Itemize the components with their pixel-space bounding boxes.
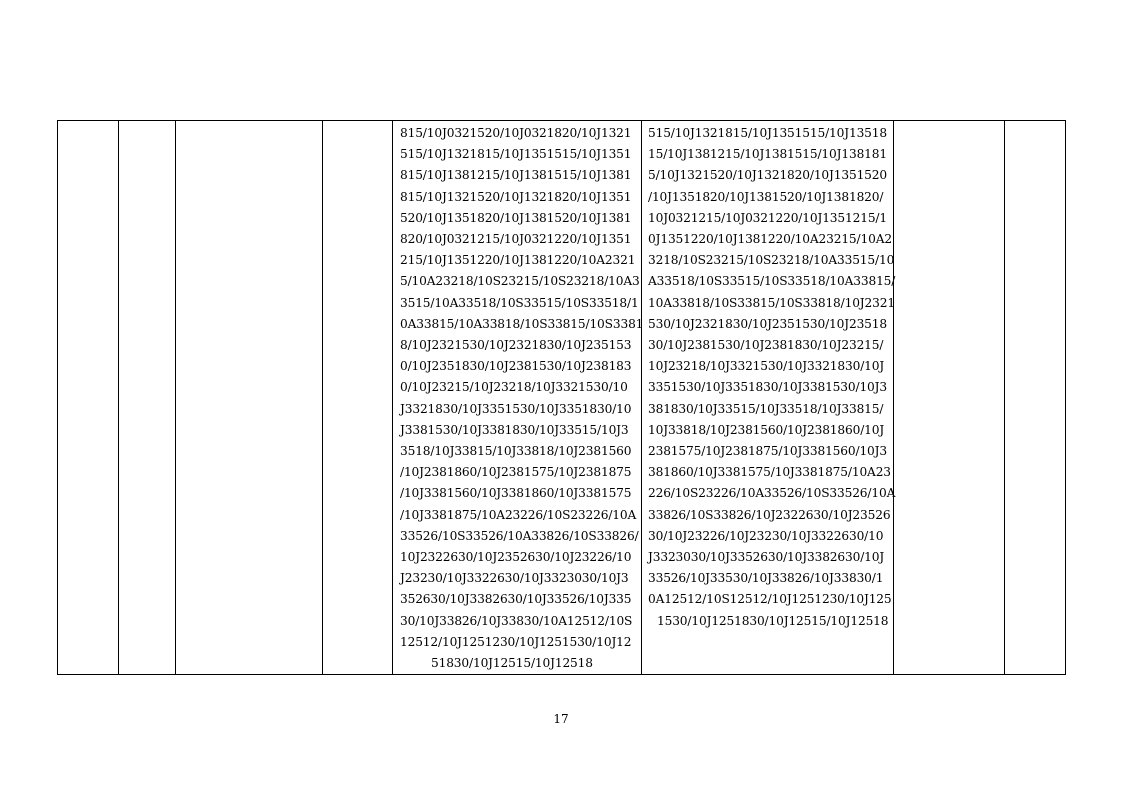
text-line: 0A33815/10A33818/10S33815/10S3381: [400, 316, 644, 331]
text-line: 520/10J1351820/10J1381520/10J1381: [400, 210, 632, 225]
table-cell-col4: [323, 121, 393, 675]
model-list-text-2: [642, 121, 896, 632]
table-cell-col1: [58, 121, 119, 675]
table-cell-model-list-2: [642, 121, 894, 675]
text-line: 5/10J1321520/10J1321820/10J1351520: [648, 168, 887, 183]
text-line: 15/10J1381215/10J1381515/10J138181: [648, 147, 887, 162]
text-line: 215/10J1351220/10J1381220/10A2321: [400, 253, 636, 268]
text-line: J3381530/10J3381830/10J33515/10J3: [400, 422, 629, 437]
text-line: 10J2322630/10J2352630/10J23226/10: [400, 550, 632, 565]
text-line: 33526/10S33526/10A33826/10S33826/: [400, 528, 639, 543]
text-line: 3515/10A33518/10S33515/10S33518/1: [400, 295, 639, 310]
text-line: 33526/10J33530/10J33826/10J33830/1: [648, 571, 884, 586]
text-line: 0/10J23215/10J23218/10J3321530/10: [400, 380, 628, 395]
text-line: 2381575/10J2381875/10J3381560/10J3: [648, 444, 887, 459]
text-line: 8/10J2321530/10J2321830/10J235153: [400, 338, 632, 353]
text-line: 12512/10J1251230/10J1251530/10J12: [400, 634, 632, 649]
text-line: 381860/10J3381575/10J3381875/10A23: [648, 465, 891, 480]
text-line: 51830/10J12515/10J12518: [431, 656, 593, 671]
text-line: 381830/10J33515/10J33518/10J33815/: [648, 401, 884, 416]
text-line: 815/10J0321520/10J0321820/10J1321: [400, 126, 632, 140]
text-line: 515/10J1321815/10J1351515/10J1351: [400, 147, 632, 162]
text-line: /10J3381560/10J3381860/10J3381575: [400, 486, 632, 501]
text-line: 10J33818/10J2381560/10J2381860/10J: [648, 422, 885, 437]
text-line: 30/10J33826/10J33830/10A12512/10S: [400, 613, 633, 628]
text-line: 10A33818/10S33815/10S33818/10J2321: [648, 295, 895, 310]
text-line: /10J3381875/10A23226/10S23226/10A: [400, 507, 637, 522]
text-line: 3351530/10J3351830/10J3381530/10J3: [648, 380, 887, 395]
text-line: 352630/10J3382630/10J33526/10J335: [400, 592, 632, 607]
text-line: 515/10J1321815/10J1351515/10J13518: [648, 126, 887, 140]
table-cell-col3: [176, 121, 323, 675]
text-line: J3321830/10J3351530/10J3351830/10: [400, 401, 632, 416]
text-line: /10J1351820/10J1381520/10J1381820/: [648, 189, 884, 204]
text-line: 30/10J2381530/10J2381830/10J23215/: [648, 338, 884, 353]
text-line: 530/10J2321830/10J2351530/10J23518: [648, 316, 887, 331]
text-line: J23230/10J3322630/10J3323030/10J3: [400, 571, 629, 586]
text-line: 0J1351220/10J1381220/10A23215/10A2: [648, 232, 892, 247]
spec-table: [57, 120, 1066, 675]
text-line: 10J0321215/10J0321220/10J1351215/1: [648, 210, 887, 225]
text-line: A33518/10S33515/10S33518/10A33815/: [648, 274, 896, 289]
text-line: 820/10J0321215/10J0321220/10J1351: [400, 232, 632, 247]
table-cell-col2: [119, 121, 176, 675]
text-line: 5/10A23218/10S23215/10S23218/10A3: [400, 274, 640, 289]
text-line: 10J23218/10J3321530/10J3321830/10J: [648, 359, 885, 374]
model-list-text-1: [393, 121, 644, 674]
text-line: /10J2381860/10J2381575/10J2381875: [400, 465, 632, 480]
text-line: 0A12512/10S12512/10J1251230/10J125: [648, 592, 892, 607]
table-cell-col8: [1005, 121, 1066, 675]
text-line: 815/10J1381215/10J1381515/10J1381: [400, 168, 632, 183]
text-line: 3218/10S23215/10S23218/10A33515/10: [648, 253, 895, 268]
table-cell-model-list-1: [393, 121, 642, 675]
text-line: 1530/10J1251830/10J12515/10J12518: [657, 613, 889, 628]
text-line: 0/10J2351830/10J2381530/10J238183: [400, 359, 632, 374]
text-line: 30/10J23226/10J23230/10J3322630/10: [648, 528, 884, 543]
text-line: J3323030/10J3352630/10J3382630/10J: [648, 550, 885, 565]
text-line: 3518/10J33815/10J33818/10J2381560: [400, 444, 632, 459]
table-cell-col7: [894, 121, 1005, 675]
text-line: 226/10S23226/10A33526/10S33526/10A: [648, 486, 896, 501]
page-number: 17: [553, 712, 569, 726]
text-line: 815/10J1321520/10J1321820/10J1351: [400, 189, 632, 204]
text-line: 33826/10S33826/10J2322630/10J23526: [648, 507, 891, 522]
table-row: [58, 121, 1066, 675]
